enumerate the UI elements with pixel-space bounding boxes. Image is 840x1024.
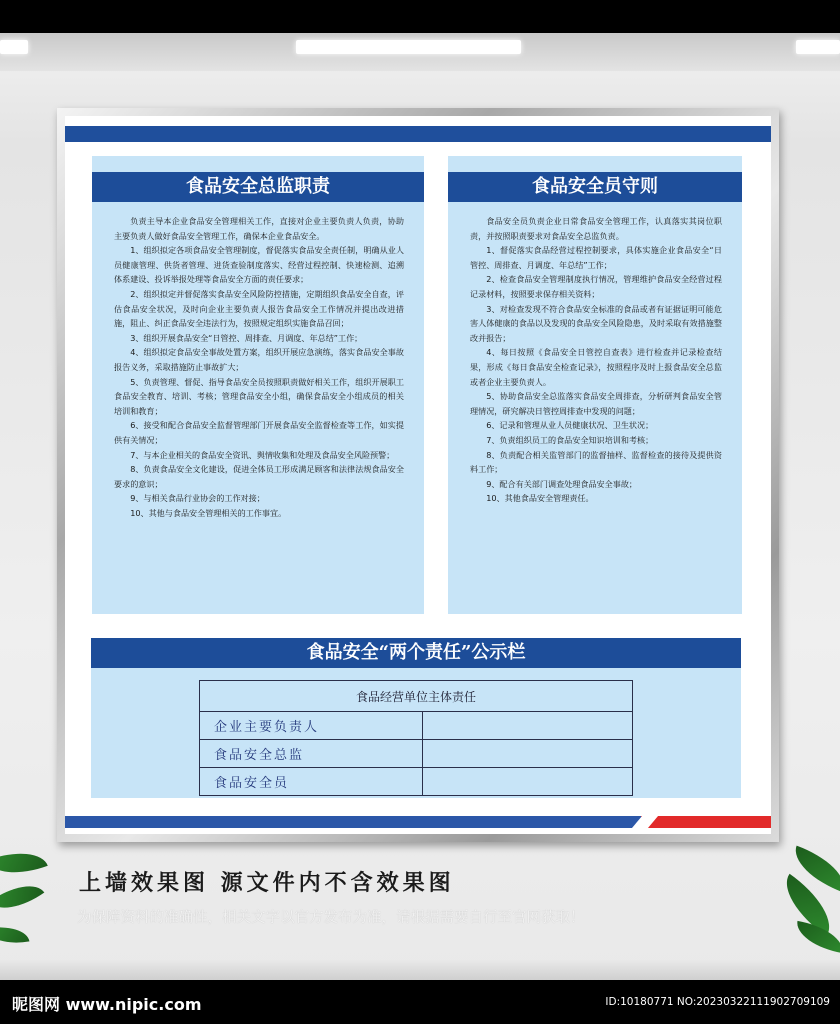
right-paragraph: 7、负责组织员工的食品安全知识培训和考核；: [486, 434, 654, 445]
ceiling-light-right: [796, 40, 840, 54]
right-paragraph: 4、每日按照《食品安全日管控自查表》进行检查并记录检查结果，形成《每日食品安全检查记录》，按照程序及时上报食品安全总监或者企业主要负责人。: [470, 347, 722, 387]
table-header: 食品经营单位主体责任: [200, 681, 633, 712]
watermark-logo: 昵图网 www.nipic.com: [12, 995, 202, 1014]
right-paragraph: 1、督促落实食品经营过程控制要求，具体实施企业食品安全“日管控、周排查、月调度、年总结”工作；: [470, 245, 722, 270]
row-value: [423, 740, 633, 768]
effect-caption: 上墙效果图 源文件内不含效果图: [79, 870, 455, 896]
right-paragraph: 6、记录和管理从业人员健康状况、卫生状况；: [486, 420, 654, 431]
poster-frame: [57, 108, 779, 842]
right-paragraph: 8、负责配合相关监管部门的监督抽样、监督检查的接待及提供资料工作；: [470, 449, 722, 475]
right-paragraph: 5、协助食品安全总监落实食品安全周排查，分析研判食品安全管理情况，研究解决日管控周排查中发现的问题；: [470, 391, 722, 416]
right-panel-title: 食品安全员守则: [448, 172, 742, 202]
left-paragraph: 6、接受和配合食品安全监督管理部门开展食品安全监督检查等工作，如实提供有关情况；: [114, 420, 404, 445]
notice-caption: 为保障资料的准确性，相关文字以官方发布为准，请根据需要自行至官网获取！: [77, 910, 585, 926]
right-paragraph: 9、配合有关部门调查处理食品安全事故；: [486, 478, 638, 489]
right-paragraph: 食品安全员负责企业日常食品安全管理工作，认真落实其岗位职责，并按照职责要求对食品安全总监负责。: [470, 216, 722, 241]
table-row: [200, 740, 633, 768]
row-label: 食品安全员: [200, 768, 423, 796]
left-panel-body: [114, 214, 404, 520]
row-value: [423, 712, 633, 740]
left-panel-title: 食品安全总监职责: [92, 172, 424, 202]
left-paragraph: 负责主导本企业食品安全管理相关工作，直接对企业主要负责人负责，协助主要负责人做好食品安全管理工作，确保本企业食品安全。: [114, 216, 404, 241]
top-bar: [0, 0, 840, 33]
left-paragraph: 2、组织拟定并督促落实食品安全风险防控措施，定期组织食品安全自查，评估食品安全状况，及时向企业主要负责人报告食品安全工作情况并提出改进措施，阻止、纠正食品安全违法行为，按照规定组织实施食品召回；: [114, 288, 404, 329]
poster-board: [65, 116, 771, 834]
ceiling-light-left: [0, 40, 28, 54]
responsibility-table: [199, 680, 633, 796]
table-row: [200, 768, 633, 796]
leaf-icon: [793, 921, 840, 953]
red-accent-stripe: [641, 816, 771, 828]
right-paragraph: 3、对检查发现不符合食品安全标准的食品或者有证据证明可能危害人体健康的食品以及发现的食品安全风险隐患，及时采取有效措施整改并报告；: [470, 303, 722, 343]
top-stripe: [65, 126, 771, 142]
left-paragraph: 5、负责管理、督促、指导食品安全员按照职责做好相关工作，组织开展职工食品安全教育、培训、考核；管理食品安全小组，确保食品安全小组成员的相关培训和教育；: [114, 376, 404, 416]
left-paragraph: 9、与相关食品行业协会的工作对接；: [130, 493, 265, 504]
responsibility-panel: [91, 638, 741, 798]
left-paragraph: 10、其他与食品安全管理相关的工作事宜。: [130, 507, 287, 518]
right-paragraph: 10、其他食品安全管理责任。: [486, 493, 594, 504]
table-header-row: [200, 681, 633, 712]
left-panel: [92, 156, 424, 614]
floor: [0, 960, 840, 980]
leaf-icon: [0, 873, 44, 921]
row-label: 食品安全总监: [200, 740, 423, 768]
left-paragraph: 8、负责食品安全文化建设，促进全体员工形成满足顾客和法律法规食品安全要求的意识；: [114, 464, 404, 489]
watermark-id: ID:10180771 NO:20230322111902709109: [605, 996, 830, 1008]
left-paragraph: 4、组织拟定食品安全事故处置方案，组织开展应急演练，落实食品安全事故报告义务，采取措施防止事故扩大；: [114, 347, 404, 372]
right-paragraph: 2、检查食品安全管理制度执行情况，管理维护食品安全经营过程记录材料，按照要求保存相关资料；: [470, 274, 722, 299]
right-panel-body: [470, 214, 722, 506]
ceiling-light-center: [296, 40, 521, 54]
responsibility-panel-title: 食品安全“两个责任”公示栏: [91, 638, 741, 668]
row-label: 企业主要负责人: [200, 712, 423, 740]
table-row: [200, 712, 633, 740]
left-paragraph: 3、组织开展食品安全“日管控、周排查、月调度、年总结”工作；: [130, 332, 363, 343]
leaf-icon: [0, 922, 29, 949]
row-value: [423, 768, 633, 796]
right-panel: [448, 156, 742, 614]
left-paragraph: 1、组织拟定各项食品安全管理制度，督促落实食品安全责任制，明确从业人员健康管理、供货者管理、进货查验制度落实、经营过程控制、快速检测、追溯体系建设、投诉举报处理等食品安全方面的责任要求；: [114, 245, 404, 285]
plant-left-icon: [0, 830, 60, 960]
left-paragraph: 7、与本企业相关的食品安全资讯、舆情收集和处理及食品安全风险预警；: [130, 449, 395, 460]
plant-right-icon: [770, 845, 840, 965]
leaf-icon: [0, 841, 48, 884]
